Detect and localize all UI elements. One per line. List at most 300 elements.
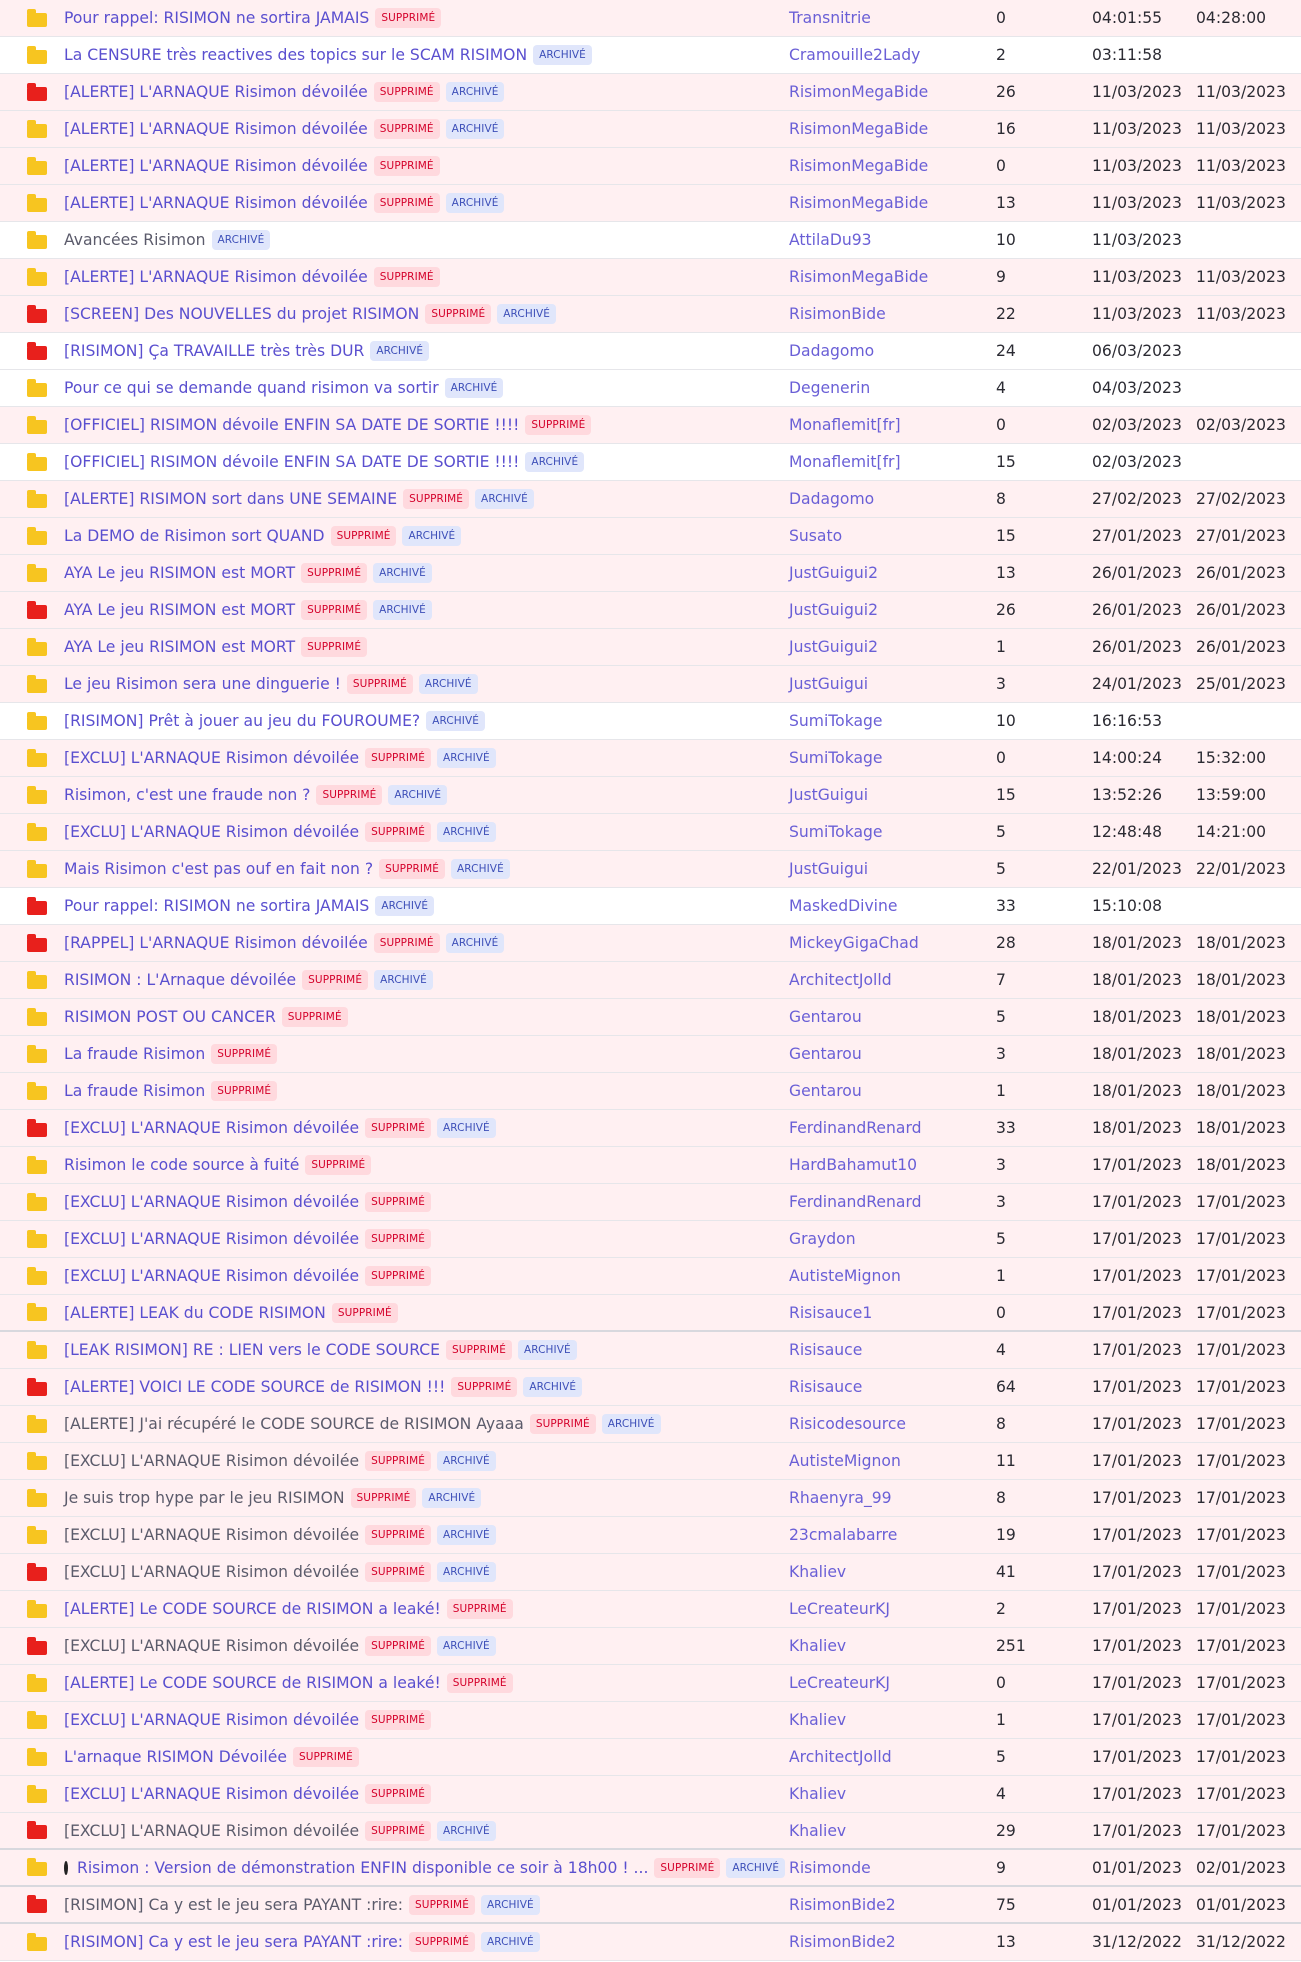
topic-title-link[interactable]: La DEMO de Risimon sort QUAND: [64, 527, 325, 545]
created-date: 26/01/2023: [1092, 564, 1182, 582]
topic-title-link[interactable]: [EXCLU] L'ARNAQUE Risimon dévoilée: [64, 1267, 360, 1285]
topic-row[interactable]: [0, 222, 1301, 259]
deleted-badge: SUPPRIMÉ: [316, 785, 382, 805]
author-link[interactable]: Risisauce1: [789, 1303, 873, 1322]
topic-title-link[interactable]: [EXCLU] L'ARNAQUE Risimon dévoilée: [64, 1526, 360, 1544]
topic-title-link[interactable]: RISIMON POST OU CANCER: [64, 1008, 276, 1026]
topic-author-cell: [789, 37, 989, 73]
reply-count: 13: [996, 1933, 1016, 1951]
author-link[interactable]: Gentarou: [789, 1082, 862, 1100]
topic-row[interactable]: [0, 74, 1301, 111]
reply-count: 22: [996, 305, 1016, 323]
topic-title-link[interactable]: La fraude Risimon: [64, 1082, 206, 1100]
topic-title-link[interactable]: [SCREEN] Des NOUVELLES du projet RISIMON: [64, 305, 420, 323]
archived-badge: ARCHIVÉ: [525, 452, 584, 472]
reply-count: 251: [996, 1637, 1026, 1655]
created-date-cell: [1092, 592, 1192, 628]
folder-icon: [27, 753, 47, 767]
topic-author-cell: [789, 1184, 989, 1220]
author-link[interactable]: RisimonMegaBide: [789, 194, 929, 212]
topic-title-link[interactable]: [ALERTE] Le CODE SOURCE de RISIMON a leaké!: [64, 1600, 441, 1618]
last-message-date: 17/01/2023: [1196, 1563, 1286, 1581]
topic-author-cell: [789, 518, 989, 554]
deleted-badge: SUPPRIMÉ: [293, 1747, 359, 1767]
last-message-date: 17/01/2023: [1196, 1489, 1286, 1507]
deleted-badge: SUPPRIMÉ: [374, 119, 440, 139]
topic-row[interactable]: [0, 740, 1301, 777]
created-date-cell: [1092, 296, 1192, 332]
author-link[interactable]: Gentarou: [789, 1008, 862, 1026]
topic-title-link[interactable]: [EXCLU] L'ARNAQUE Risimon dévoilée: [64, 1563, 360, 1581]
topic-title-link[interactable]: [RISIMON] Ça TRAVAILLE très très DUR: [64, 342, 365, 360]
author-link[interactable]: Rhaenyra_99: [789, 1489, 892, 1507]
last-message-date: 18/01/2023: [1196, 1045, 1286, 1063]
folder-icon: [27, 716, 47, 730]
author-link[interactable]: Khaliev: [789, 1637, 847, 1655]
topic-icon-cell: [27, 555, 49, 591]
last-message-date-cell: [1196, 1665, 1296, 1701]
topic-replies-cell: [996, 1036, 1056, 1072]
author-link[interactable]: SumiTokage: [789, 749, 883, 767]
topic-title-link[interactable]: [ALERTE] L'ARNAQUE Risimon dévoilée: [64, 268, 368, 286]
topic-replies-cell: [996, 777, 1056, 813]
deleted-badge: SUPPRIMÉ: [365, 822, 431, 842]
author-link[interactable]: Dadagomo: [789, 490, 875, 508]
topic-row[interactable]: [0, 518, 1301, 555]
topic-title-link[interactable]: [EXCLU] L'ARNAQUE Risimon dévoilée: [64, 1711, 360, 1729]
author-link[interactable]: LeCreateurKJ: [789, 1674, 890, 1692]
topic-row[interactable]: [0, 37, 1301, 74]
archived-badge: ARCHIVÉ: [437, 1636, 496, 1656]
topic-row[interactable]: [0, 1221, 1301, 1258]
topic-title-link[interactable]: Le jeu Risimon sera une dinguerie !: [64, 675, 341, 693]
archived-badge: ARCHIVÉ: [445, 378, 504, 398]
topic-title-link[interactable]: AYA Le jeu RISIMON est MORT: [64, 564, 296, 582]
author-link[interactable]: Cramouille2Lady: [789, 46, 921, 64]
folder-icon: [27, 864, 47, 878]
reply-count: 3: [996, 675, 1006, 693]
author-link[interactable]: RisimonBide2: [789, 1895, 896, 1914]
topic-title-link[interactable]: Risimon le code source à fuité: [64, 1156, 300, 1174]
topic-row[interactable]: [0, 1665, 1301, 1702]
created-date: 04/03/2023: [1092, 379, 1182, 397]
folder-icon: [27, 938, 47, 952]
topic-row[interactable]: [0, 1591, 1301, 1628]
topic-title-link[interactable]: AYA Le jeu RISIMON est MORT: [64, 638, 296, 656]
author-link[interactable]: RisimonMegaBide: [789, 120, 929, 138]
topic-title-link[interactable]: La CENSURE très reactives des topics sur le SCAM RISIMON: [64, 46, 528, 64]
topic-title-link[interactable]: [ALERTE] L'ARNAQUE Risimon dévoilée: [64, 83, 368, 101]
archived-badge: ARCHIVÉ: [446, 119, 505, 139]
topic-icon-cell: [27, 1850, 49, 1885]
topic-title-link[interactable]: [ALERTE] L'ARNAQUE Risimon dévoilée: [64, 157, 368, 175]
author-link[interactable]: Graydon: [789, 1230, 856, 1248]
last-message-date-cell: [1196, 296, 1296, 332]
topic-row[interactable]: [0, 555, 1301, 592]
author-link[interactable]: AutisteMignon: [789, 1452, 901, 1470]
topic-replies-cell: [996, 1776, 1056, 1812]
topic-replies-cell: [996, 518, 1056, 554]
topic-author-cell: [789, 666, 989, 702]
last-message-date: 17/01/2023: [1196, 1748, 1286, 1766]
topic-icon-cell: [27, 1443, 49, 1479]
last-message-date: 11/03/2023: [1196, 157, 1286, 175]
topic-replies-cell: [996, 962, 1056, 998]
author-link[interactable]: Khaliev: [789, 1563, 847, 1581]
created-date: 26/01/2023: [1092, 601, 1182, 619]
topic-row[interactable]: [0, 1332, 1301, 1369]
folder-icon: [27, 50, 47, 64]
topic-title-link[interactable]: [ALERTE] Le CODE SOURCE de RISIMON a leaké!: [64, 1674, 441, 1692]
deleted-badge: SUPPRIMÉ: [525, 415, 591, 435]
topic-row[interactable]: [0, 1813, 1301, 1850]
topic-subject-cell: [64, 1554, 764, 1590]
topic-title-link[interactable]: [EXCLU] L'ARNAQUE Risimon dévoilée: [64, 1452, 360, 1470]
topic-title-link[interactable]: [ALERTE] L'ARNAQUE Risimon dévoilée: [64, 194, 368, 212]
author-link[interactable]: LeCreateurKJ: [789, 1600, 890, 1618]
topic-row[interactable]: [0, 1406, 1301, 1443]
topic-row[interactable]: [0, 1739, 1301, 1776]
last-message-date-cell: [1196, 999, 1296, 1035]
folder-icon: [27, 1086, 47, 1100]
author-link[interactable]: Risisauce: [789, 1341, 863, 1359]
topic-icon-cell: [27, 1665, 49, 1701]
created-date-cell: [1092, 1628, 1192, 1664]
topic-title-link[interactable]: [EXCLU] L'ARNAQUE Risimon dévoilée: [64, 1119, 360, 1137]
topic-author-cell: [789, 1147, 989, 1183]
topic-row[interactable]: [0, 1110, 1301, 1147]
topic-row[interactable]: [0, 999, 1301, 1036]
topic-title-link[interactable]: La fraude Risimon: [64, 1045, 206, 1063]
author-link[interactable]: SumiTokage: [789, 712, 883, 730]
last-message-date: 17/01/2023: [1196, 1415, 1286, 1433]
topic-title-link[interactable]: Pour rappel: RISIMON ne sortira JAMAIS: [64, 9, 370, 27]
topic-title-link[interactable]: [RAPPEL] L'ARNAQUE Risimon dévoilée: [64, 934, 368, 952]
topic-icon-cell: [27, 1480, 49, 1516]
topic-row[interactable]: [0, 925, 1301, 962]
topic-row[interactable]: [0, 1887, 1301, 1924]
topic-author-cell: [789, 1221, 989, 1257]
topic-subject-cell: [64, 0, 764, 36]
created-date: 17/01/2023: [1092, 1600, 1182, 1618]
topic-row[interactable]: [0, 1073, 1301, 1110]
topic-title-link[interactable]: AYA Le jeu RISIMON est MORT: [64, 601, 296, 619]
author-link[interactable]: RisimonBide: [789, 305, 886, 323]
last-message-date: 17/01/2023: [1196, 1600, 1286, 1618]
topic-row[interactable]: [0, 481, 1301, 518]
topic-title-link[interactable]: Pour rappel: RISIMON ne sortira JAMAIS: [64, 897, 370, 915]
reply-count: 5: [996, 1748, 1006, 1766]
topic-title-link[interactable]: Risimon, c'est une fraude non ?: [64, 786, 311, 804]
author-link[interactable]: Susato: [789, 527, 843, 545]
topic-author-cell: [789, 1332, 989, 1368]
topic-title-link[interactable]: [EXCLU] L'ARNAQUE Risimon dévoilée: [64, 1637, 360, 1655]
last-message-date-cell: [1196, 851, 1296, 887]
author-link[interactable]: JustGuigui: [789, 860, 869, 878]
topic-row[interactable]: [0, 1850, 1301, 1887]
author-link[interactable]: Monaflemit[fr]: [789, 416, 901, 434]
topic-author-cell: [789, 1443, 989, 1479]
last-message-date-cell: [1196, 222, 1296, 258]
topic-replies-cell: [996, 629, 1056, 665]
created-date-cell: [1092, 555, 1192, 591]
topic-title-link[interactable]: [ALERTE] RISIMON sort dans UNE SEMAINE: [64, 490, 398, 508]
author-link[interactable]: FerdinandRenard: [789, 1193, 922, 1211]
topic-row[interactable]: [0, 1295, 1301, 1332]
archived-badge: ARCHIVÉ: [602, 1414, 661, 1434]
last-message-date-cell: [1196, 148, 1296, 184]
author-link[interactable]: Risisauce: [789, 1378, 863, 1396]
topic-row[interactable]: [0, 1036, 1301, 1073]
created-date-cell: [1092, 1591, 1192, 1627]
folder-icon: [27, 87, 47, 101]
author-link[interactable]: Degenerin: [789, 379, 871, 397]
topic-author-cell: [789, 1591, 989, 1627]
topic-title-link[interactable]: [EXCLU] L'ARNAQUE Risimon dévoilée: [64, 749, 360, 767]
deleted-badge: SUPPRIMÉ: [530, 1414, 596, 1434]
created-date: 31/12/2022: [1092, 1933, 1182, 1951]
created-date: 17/01/2023: [1092, 1526, 1182, 1544]
created-date: 26/01/2023: [1092, 638, 1182, 656]
archived-badge: ARCHIVÉ: [497, 304, 556, 324]
topic-row[interactable]: [0, 296, 1301, 333]
created-date: 17/01/2023: [1092, 1674, 1182, 1692]
reply-count: 11: [996, 1452, 1016, 1470]
topic-title-link[interactable]: [ALERTE] J'ai récupéré le CODE SOURCE de RISIMON Ayaaa: [64, 1415, 524, 1433]
topic-row[interactable]: [0, 1924, 1301, 1961]
author-link[interactable]: AttilaDu93: [789, 231, 872, 249]
topic-icon-cell: [27, 925, 49, 961]
topic-row[interactable]: [0, 1369, 1301, 1406]
created-date: 11/03/2023: [1092, 120, 1182, 138]
author-link[interactable]: 23cmalabarre: [789, 1526, 898, 1544]
topic-title-link[interactable]: [OFFICIEL] RISIMON dévoile ENFIN SA DATE DE SORTIE !!!!: [64, 416, 520, 434]
topic-row[interactable]: [0, 1776, 1301, 1813]
topic-title-link[interactable]: [EXCLU] L'ARNAQUE Risimon dévoilée: [64, 1230, 360, 1248]
created-date-cell: [1092, 1480, 1192, 1516]
author-link[interactable]: ArchitectJolld: [789, 1748, 892, 1766]
deleted-badge: SUPPRIMÉ: [451, 1377, 517, 1397]
topic-author-cell: [789, 629, 989, 665]
reply-count: 0: [996, 1674, 1006, 1692]
topic-title-link[interactable]: [EXCLU] L'ARNAQUE Risimon dévoilée: [64, 1821, 360, 1840]
created-date: 11/03/2023: [1092, 231, 1182, 249]
topic-replies-cell: [996, 481, 1056, 517]
topic-row[interactable]: [0, 0, 1301, 37]
topic-title-link[interactable]: [EXCLU] L'ARNAQUE Risimon dévoilée: [64, 1193, 360, 1211]
topic-title-link[interactable]: Avancées Risimon: [64, 231, 206, 249]
topic-title-link[interactable]: Pour ce qui se demande quand risimon va sortir: [64, 379, 439, 397]
topic-row[interactable]: [0, 1443, 1301, 1480]
last-message-date: 02/01/2023: [1196, 1858, 1286, 1877]
archived-badge: ARCHIVÉ: [212, 230, 271, 250]
folder-icon: [27, 346, 47, 360]
topic-title-link[interactable]: RISIMON : L'Arnaque dévoilée: [64, 971, 297, 989]
topic-title-link[interactable]: L'arnaque RISIMON Dévoilée: [64, 1748, 287, 1766]
created-date: 03:11:58: [1092, 46, 1163, 64]
topic-icon-cell: [27, 1073, 49, 1109]
author-link[interactable]: Dadagomo: [789, 342, 875, 360]
topic-row[interactable]: [0, 259, 1301, 296]
last-message-date-cell: [1196, 1887, 1296, 1922]
topic-title-link[interactable]: [LEAK RISIMON] RE : LIEN vers le CODE SOURCE: [64, 1341, 441, 1359]
topic-row[interactable]: [0, 703, 1301, 740]
topic-row[interactable]: [0, 1480, 1301, 1517]
topic-author-cell: [789, 1776, 989, 1812]
reply-count: 4: [996, 379, 1006, 397]
deleted-badge: SUPPRIMÉ: [374, 933, 440, 953]
topic-replies-cell: [996, 888, 1056, 924]
created-date: 06/03/2023: [1092, 342, 1182, 360]
author-link[interactable]: Khaliev: [789, 1821, 847, 1840]
topic-title-link[interactable]: [EXCLU] L'ARNAQUE Risimon dévoilée: [64, 823, 360, 841]
topic-subject-cell: [64, 1628, 764, 1664]
author-link[interactable]: HardBahamut10: [789, 1156, 918, 1174]
topic-row[interactable]: [0, 333, 1301, 370]
topic-title-link[interactable]: [ALERTE] VOICI LE CODE SOURCE de RISIMON !!!: [64, 1378, 446, 1396]
author-link[interactable]: FerdinandRenard: [789, 1119, 922, 1137]
topic-row[interactable]: [0, 1184, 1301, 1221]
topic-title-link[interactable]: Mais Risimon c'est pas ouf en fait non ?: [64, 860, 374, 878]
topic-title-link[interactable]: [OFFICIEL] RISIMON dévoile ENFIN SA DATE DE SORTIE !!!!: [64, 453, 520, 471]
topic-subject-cell: [64, 1887, 764, 1922]
last-message-date-cell: [1196, 888, 1296, 924]
topic-author-cell: [789, 1702, 989, 1738]
topic-subject-cell: [64, 1369, 764, 1405]
topic-subject-cell: [64, 1221, 764, 1257]
created-date-cell: [1092, 851, 1192, 887]
created-date-cell: [1092, 629, 1192, 665]
topic-title-link[interactable]: [RISIMON] Prêt à jouer au jeu du FOUROUME?: [64, 712, 421, 730]
author-link[interactable]: MaskedDivine: [789, 897, 898, 915]
topic-row[interactable]: [0, 370, 1301, 407]
folder-icon: [27, 457, 47, 471]
created-date: 22/01/2023: [1092, 860, 1182, 878]
last-message-date-cell: [1196, 1554, 1296, 1590]
topic-author-cell: [789, 407, 989, 443]
topic-title-link[interactable]: [ALERTE] L'ARNAQUE Risimon dévoilée: [64, 120, 368, 138]
topic-icon-cell: [27, 481, 49, 517]
topic-icon-cell: [27, 370, 49, 406]
topic-row[interactable]: [0, 111, 1301, 148]
topic-title-link[interactable]: [RISIMON] Ca y est le jeu sera PAYANT :rire:: [64, 1933, 404, 1951]
topic-row[interactable]: [0, 592, 1301, 629]
topic-row[interactable]: [0, 814, 1301, 851]
topic-row[interactable]: [0, 777, 1301, 814]
topic-title-link[interactable]: Risimon : Version de démonstration ENFIN disponible ce soir à 18h00 ! ...: [77, 1858, 649, 1877]
topic-row[interactable]: [0, 962, 1301, 999]
topic-author-cell: [789, 1258, 989, 1294]
topic-author-cell: [789, 1887, 989, 1922]
last-message-date-cell: [1196, 1739, 1296, 1775]
created-date-cell: [1092, 1332, 1192, 1368]
last-message-date: 17/01/2023: [1196, 1526, 1286, 1544]
last-message-date: 18/01/2023: [1196, 1008, 1286, 1026]
folder-icon: [27, 272, 47, 286]
topic-author-cell: [789, 814, 989, 850]
author-link[interactable]: AutisteMignon: [789, 1267, 901, 1285]
author-link[interactable]: Khaliev: [789, 1785, 847, 1803]
created-date: 11/03/2023: [1092, 305, 1182, 323]
last-message-date-cell: [1196, 518, 1296, 554]
author-link[interactable]: RisimonMegaBide: [789, 157, 929, 175]
topic-author-cell: [789, 555, 989, 591]
author-link[interactable]: Monaflemit[fr]: [789, 453, 901, 471]
reply-count: 9: [996, 1858, 1006, 1877]
topic-row[interactable]: [0, 666, 1301, 703]
topic-title-link[interactable]: Je suis trop hype par le jeu RISIMON: [64, 1489, 345, 1507]
author-link[interactable]: RisimonMegaBide: [789, 83, 929, 101]
topic-icon-cell: [27, 222, 49, 258]
reply-count: 0: [996, 9, 1006, 27]
last-message-date: 17/01/2023: [1196, 1821, 1286, 1840]
author-link[interactable]: JustGuigui2: [789, 601, 879, 619]
author-link[interactable]: RisimonBide2: [789, 1933, 896, 1951]
author-link[interactable]: MickeyGigaChad: [789, 934, 919, 952]
topic-row[interactable]: [0, 629, 1301, 666]
topic-title-link[interactable]: [EXCLU] L'ARNAQUE Risimon dévoilée: [64, 1785, 360, 1803]
author-link[interactable]: Risicodesource: [789, 1415, 907, 1433]
reply-count: 1: [996, 638, 1006, 656]
last-message-date: 11/03/2023: [1196, 194, 1286, 212]
topic-subject-cell: [64, 333, 764, 369]
topic-row[interactable]: [0, 888, 1301, 925]
topic-row[interactable]: [0, 1554, 1301, 1591]
last-message-date: 26/01/2023: [1196, 564, 1286, 582]
topic-row[interactable]: [0, 1517, 1301, 1554]
last-message-date: 17/01/2023: [1196, 1674, 1286, 1692]
topic-row[interactable]: [0, 407, 1301, 444]
last-message-date: 17/01/2023: [1196, 1193, 1286, 1211]
author-link[interactable]: ArchitectJolld: [789, 971, 892, 989]
last-message-date: 01/01/2023: [1196, 1895, 1286, 1914]
author-link[interactable]: Risimonde: [789, 1858, 871, 1877]
created-date: 15:10:08: [1092, 897, 1163, 915]
archived-badge: ARCHIVÉ: [402, 526, 461, 546]
created-date: 11/03/2023: [1092, 157, 1182, 175]
author-link[interactable]: JustGuigui: [789, 786, 869, 804]
created-date: 02/03/2023: [1092, 416, 1182, 434]
author-link[interactable]: JustGuigui2: [789, 638, 879, 656]
author-link[interactable]: SumiTokage: [789, 823, 883, 841]
topic-row[interactable]: [0, 148, 1301, 185]
topic-icon-cell: [27, 1517, 49, 1553]
topic-row[interactable]: [0, 1147, 1301, 1184]
topic-row[interactable]: [0, 185, 1301, 222]
archived-badge: ARCHIVÉ: [475, 489, 534, 509]
topic-title-link[interactable]: [RISIMON] Ca y est le jeu sera PAYANT :rire:: [64, 1895, 404, 1914]
topic-title-link[interactable]: [ALERTE] LEAK du CODE RISIMON: [64, 1303, 326, 1322]
last-message-date-cell: [1196, 1073, 1296, 1109]
topic-subject-cell: [64, 851, 764, 887]
last-message-date: 17/01/2023: [1196, 1267, 1286, 1285]
author-link[interactable]: RisimonMegaBide: [789, 268, 929, 286]
created-date: 27/02/2023: [1092, 490, 1182, 508]
topic-row[interactable]: [0, 851, 1301, 888]
topic-subject-cell: [64, 1406, 764, 1442]
created-date-cell: [1092, 999, 1192, 1035]
author-link[interactable]: Transnitrie: [789, 9, 871, 27]
topic-row[interactable]: [0, 1702, 1301, 1739]
topic-row[interactable]: [0, 1258, 1301, 1295]
author-link[interactable]: JustGuigui: [789, 675, 869, 693]
topic-row[interactable]: [0, 444, 1301, 481]
author-link[interactable]: Khaliev: [789, 1711, 847, 1729]
deleted-badge: SUPPRIMÉ: [332, 1303, 398, 1323]
author-link[interactable]: JustGuigui2: [789, 564, 879, 582]
author-link[interactable]: Gentarou: [789, 1045, 862, 1063]
topic-row[interactable]: [0, 1628, 1301, 1665]
